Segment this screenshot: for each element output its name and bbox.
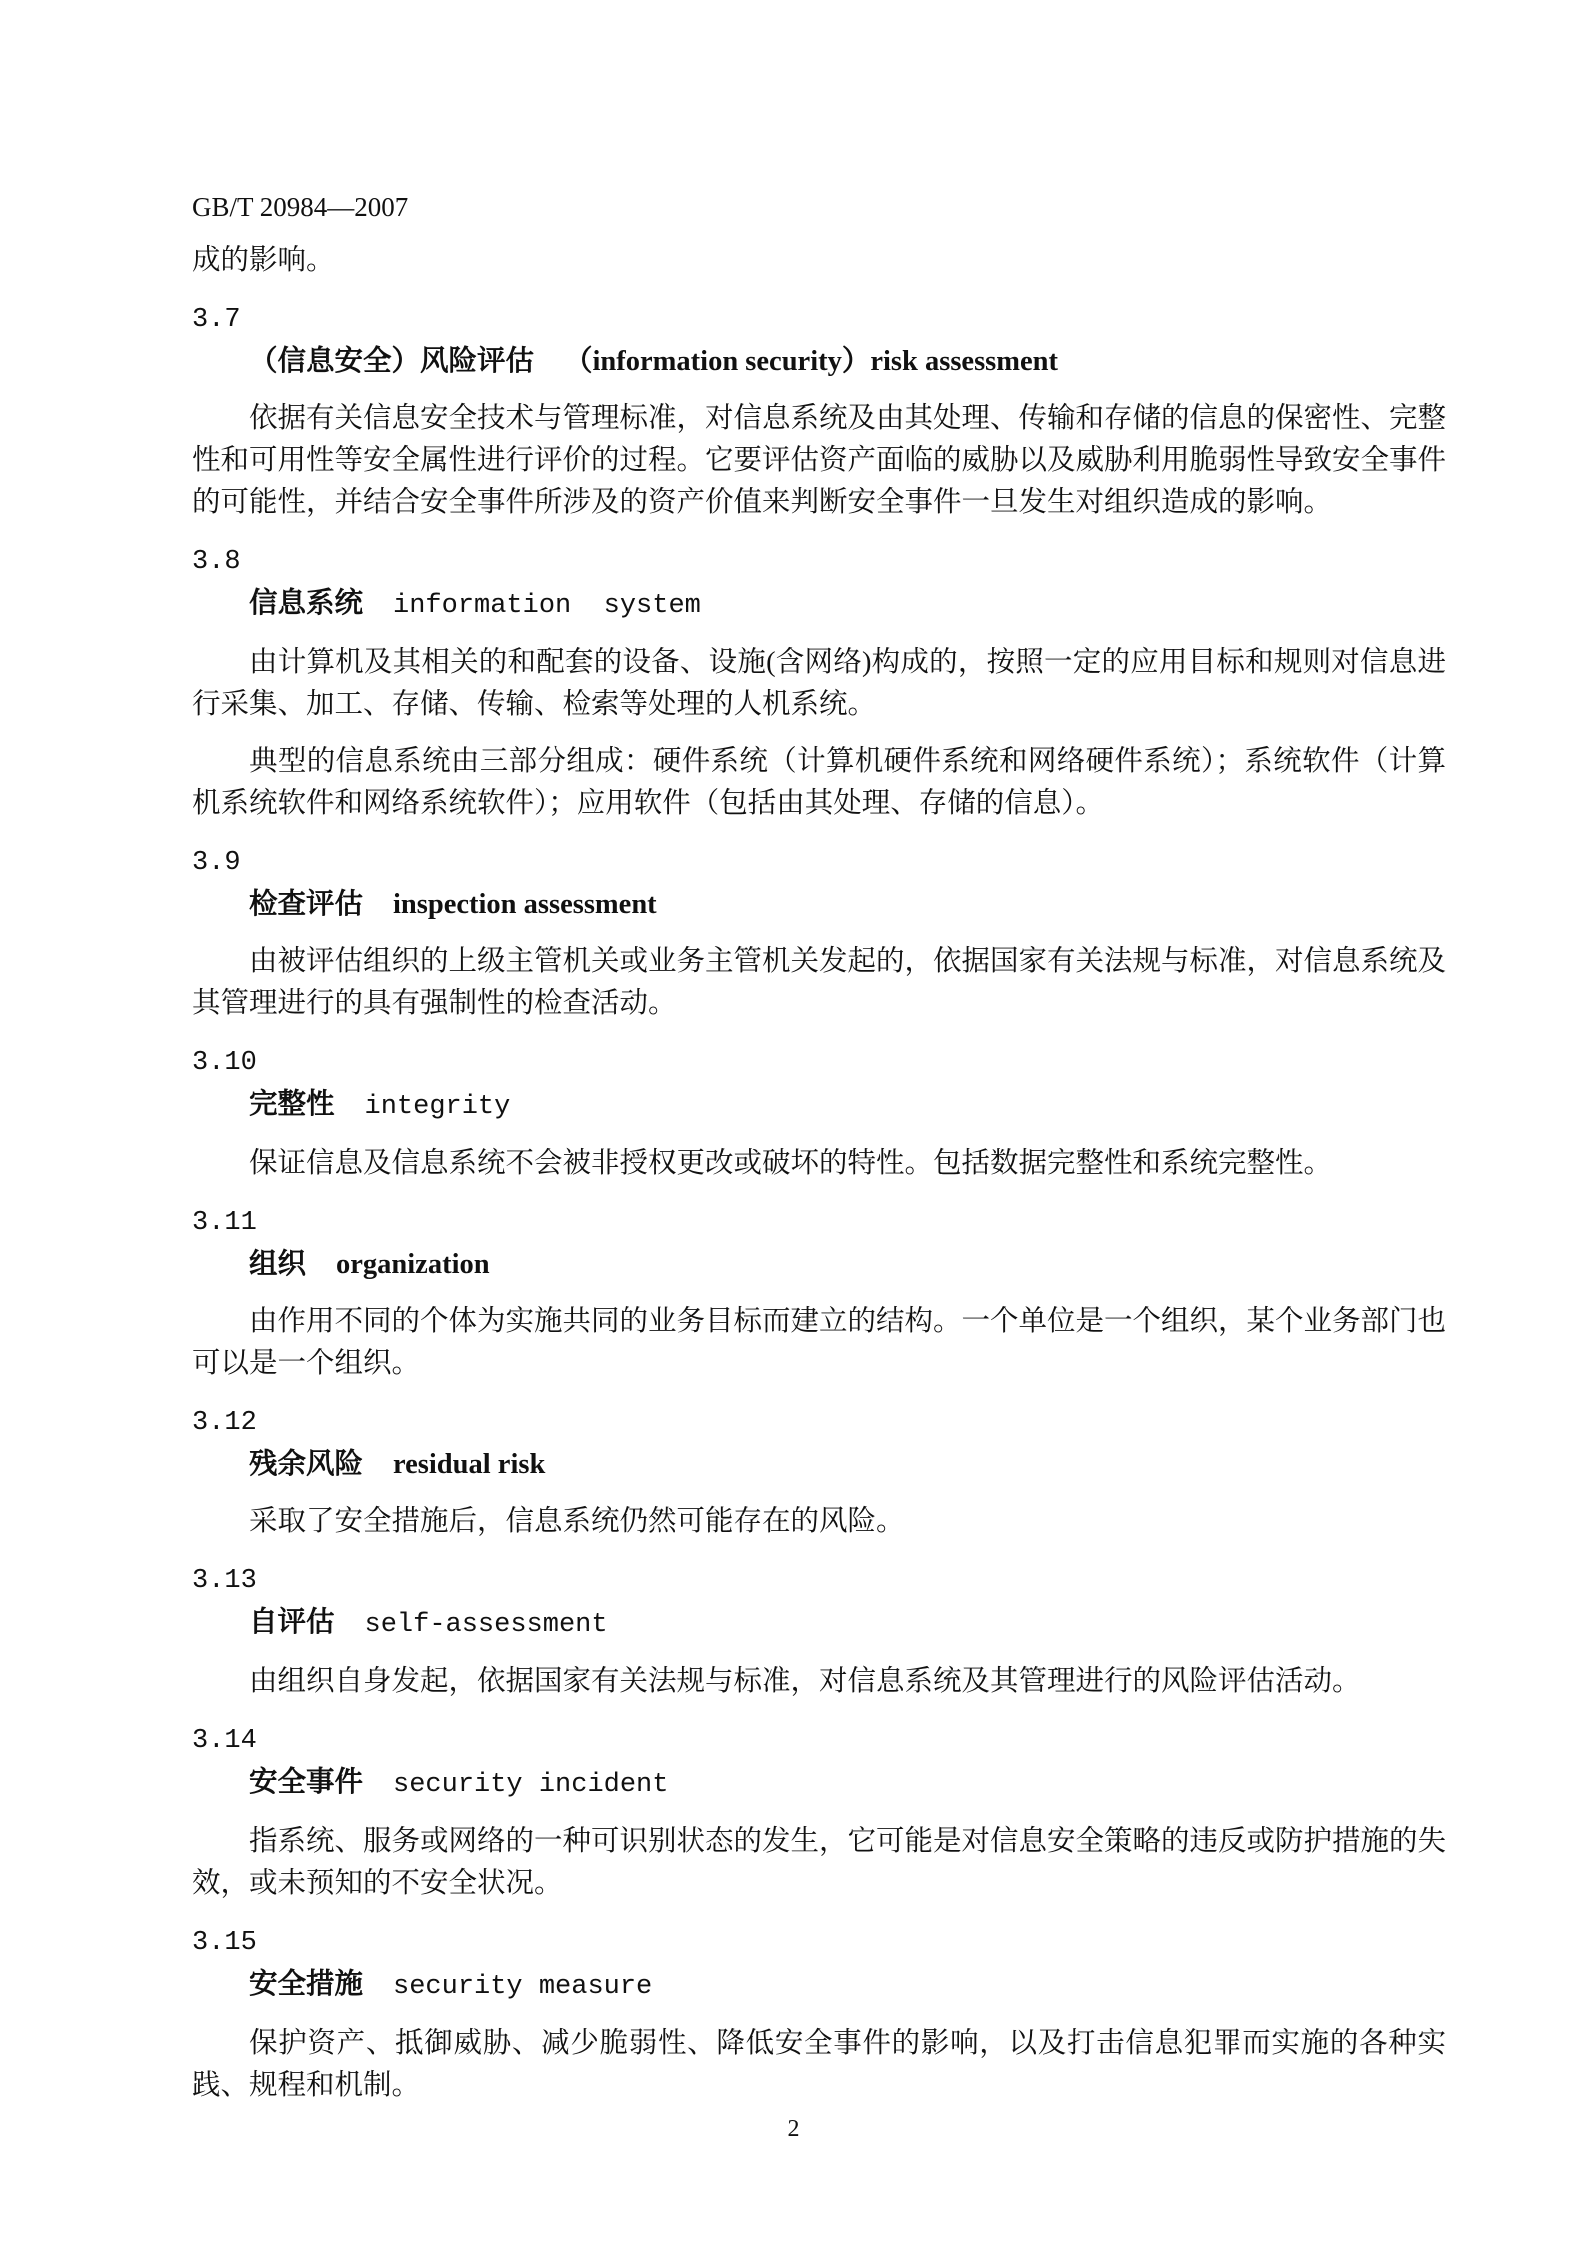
term-chinese: 组织: [249, 1249, 307, 1280]
definition-entry: [192, 1042, 1446, 1185]
definition-text: 指系统、服务或网络的一种可识别状态的发生，它可能是对信息安全策略的违反或防护措施的失效，或未预知的不安全状况。: [192, 1826, 1447, 1899]
term-english: security measure: [393, 1972, 653, 2002]
clause-number: 3.8: [192, 547, 241, 577]
clause-number: 3.13: [192, 1566, 257, 1596]
term-chinese: （信息安全）风险评估: [249, 346, 535, 377]
term-heading: [192, 884, 1446, 926]
term-english: security incident: [393, 1770, 669, 1800]
definition-entry: [192, 1560, 1446, 1703]
term-heading: [192, 1084, 1446, 1128]
clause-number: 3.12: [192, 1408, 257, 1438]
definition-text: 由计算机及其相关的和配套的设备、设施(含网络)构成的，按照一定的应用目标和规则对信息进行采集、加工、存储、传输、检索等处理的人机系统。: [192, 647, 1446, 720]
definition-text: 典型的信息系统由三部分组成：硬件系统（计算机硬件系统和网络硬件系统）；系统软件（计算机系统软件和网络系统软件）；应用软件（包括由其处理、存储的信息）。: [192, 746, 1446, 819]
clause-number: 3.10: [192, 1048, 257, 1078]
definition-entry: [192, 1720, 1446, 1905]
term-heading: [192, 1602, 1446, 1646]
continued-text: 成的影响。: [192, 245, 335, 276]
term-heading: [192, 1244, 1446, 1286]
definitions-list: [192, 299, 1446, 2107]
definition-entry: [192, 1202, 1446, 1385]
clause-number: 3.9: [192, 848, 241, 878]
term-english: inspection assessment: [393, 889, 657, 920]
definition-entry: [192, 1402, 1446, 1543]
definition-entry: [192, 541, 1446, 825]
definition-entry: [192, 1922, 1446, 2107]
term-english: self-assessment: [364, 1610, 608, 1640]
term-chinese: 自评估: [249, 1607, 335, 1638]
term-chinese: 信息系统: [249, 588, 364, 619]
clause-number: 3.15: [192, 1928, 257, 1958]
clause-number: 3.7: [192, 305, 241, 335]
term-heading: [192, 1964, 1446, 2008]
term-heading: [192, 1762, 1446, 1806]
term-english: （information security）risk assessment: [564, 346, 1058, 377]
term-chinese: 检查评估: [249, 889, 364, 920]
term-chinese: 完整性: [249, 1089, 335, 1120]
term-english: information system: [393, 591, 701, 621]
clause-number: 3.14: [192, 1726, 257, 1756]
term-english: integrity: [364, 1092, 511, 1122]
term-chinese: 安全措施: [249, 1969, 364, 2000]
definition-text: 依据有关信息安全技术与管理标准，对信息系统及由其处理、传输和存储的信息的保密性、完整性和可用性等安全属性进行评价的过程。它要评估资产面临的威胁以及威胁利用脆弱性导致安全事件的可能性，并结合安全事件所涉及的资产价值来判断安全事件一旦发生对组织造成的影响。: [192, 403, 1447, 518]
definition-text: 由作用不同的个体为实施共同的业务目标而建立的结构。一个单位是一个组织，某个业务部门也可以是一个组织。: [192, 1306, 1447, 1379]
definition-text: 由被评估组织的上级主管机关或业务主管机关发起的，依据国家有关法规与标准，对信息系统及其管理进行的具有强制性的检查活动。: [192, 946, 1447, 1019]
page-number: 2: [787, 2116, 800, 2142]
definition-text: 由组织自身发起，依据国家有关法规与标准，对信息系统及其管理进行的风险评估活动。: [249, 1666, 1361, 1697]
definition-entry: [192, 299, 1446, 524]
term-heading: [192, 583, 1446, 627]
standard-header: GB/T 20984—2007: [192, 192, 409, 222]
term-chinese: 残余风险: [249, 1449, 364, 1480]
definition-text: 采取了安全措施后，信息系统仍然可能存在的风险。: [249, 1506, 905, 1537]
definition-text: 保护资产、抵御威胁、减少脆弱性、降低安全事件的影响，以及打击信息犯罪而实施的各种实践、规程和机制。: [192, 2028, 1446, 2101]
term-heading: [192, 1444, 1446, 1486]
term-heading: [192, 341, 1446, 383]
term-chinese: 安全事件: [249, 1767, 364, 1798]
term-english: organization: [336, 1249, 490, 1280]
term-english: residual risk: [393, 1449, 546, 1480]
document-page: [192, 186, 1446, 2107]
definition-entry: [192, 842, 1446, 1025]
definition-text: 保证信息及信息系统不会被非授权更改或破坏的特性。包括数据完整性和系统完整性。: [249, 1148, 1333, 1179]
clause-number: 3.11: [192, 1208, 257, 1238]
